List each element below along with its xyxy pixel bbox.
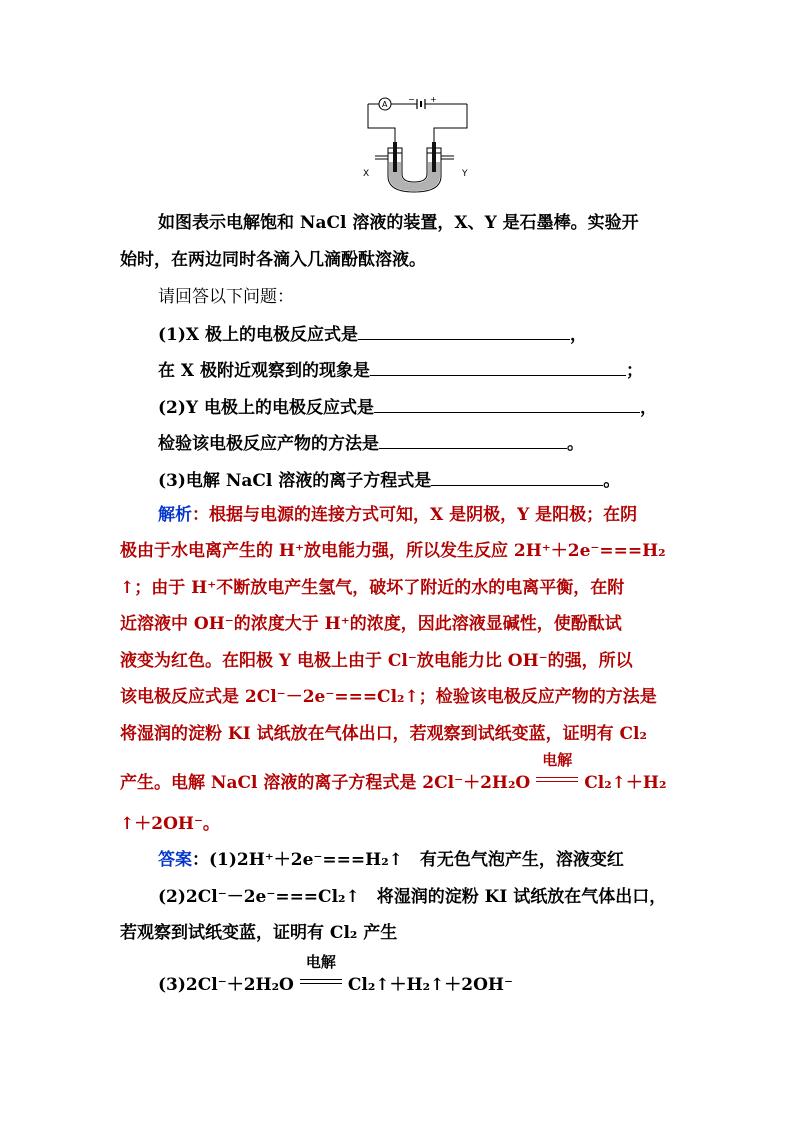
question-prompt: 请回答以下问题： <box>158 287 294 307</box>
question-2b-end: 。 <box>567 434 584 454</box>
answer-blank-1a[interactable] <box>358 323 570 340</box>
answer-blank-3[interactable] <box>431 469 603 486</box>
right-wire <box>434 104 467 150</box>
question-2b-text: 检验该电极反应产物的方法是 <box>158 434 379 454</box>
analysis-line-6: 该电极反应式是 2Cl⁻－2e⁻===Cl₂↑；检验该电极反应产物的方法是 <box>120 687 657 707</box>
ammeter-label: A <box>382 100 388 109</box>
answer-line-2: (2)2Cl⁻－2e⁻===Cl₂↑ 将湿润的淀粉 KI 试纸放在气体出口， <box>158 887 667 907</box>
analysis-line-5: 液变为红色。在阳极 Y 电极上由于 Cl⁻放电能力比 OH⁻的强，所以 <box>120 651 633 671</box>
question-1b-end: ； <box>626 361 644 381</box>
analysis-heading: 解析 <box>158 505 192 525</box>
analysis-equation-right: Cl₂↑＋H₂ <box>584 773 667 793</box>
answer-equation-right: Cl₂↑＋H₂↑＋2OH⁻ <box>347 975 513 995</box>
answer-equation-left: (3)2Cl⁻＋2H₂O <box>158 975 294 995</box>
analysis-line-1-text: ：根据与电源的连接方式可知，X 是阴极，Y 是阳极；在阴 <box>192 505 638 525</box>
label-y: Y <box>462 169 468 179</box>
question-2a-end: ， <box>639 398 657 418</box>
answer-heading: 答案 <box>158 850 192 870</box>
battery-minus: − <box>408 96 415 104</box>
battery-plus: + <box>430 96 437 104</box>
analysis-line-9: ↑＋2OH⁻。 <box>120 814 220 834</box>
electrolysis-condition-label: 电解 <box>305 953 336 971</box>
question-1a <box>158 323 587 345</box>
answer-blank-2a[interactable] <box>374 396 640 413</box>
question-3-end: 。 <box>603 471 621 491</box>
analysis-line-7: 将湿润的淀粉 KI 试纸放在气体出口，若观察到试纸变蓝，证明有 Cl₂ <box>120 724 647 744</box>
question-2a <box>158 396 657 418</box>
answer-blank-2b[interactable] <box>379 432 567 449</box>
electrolysis-condition-arrow <box>298 953 344 990</box>
question-1b <box>158 359 643 381</box>
u-tube-inner <box>402 152 427 182</box>
electrolysis-apparatus-figure <box>355 96 475 196</box>
analysis-line-2: 极由于水电离产生的 H⁺放电能力强，所以发生反应 2H⁺＋2e⁻===H₂ <box>120 541 666 561</box>
analysis-line-4: 近溶液中 OH⁻的浓度大于 H⁺的浓度，因此溶液显碱性，使酚酞试 <box>120 614 622 634</box>
answer-blank-1b[interactable] <box>370 359 626 376</box>
analysis-line-3: ↑；由于 H⁺不断放电产生氢气，破坏了附近的水的电离平衡，在附 <box>120 578 625 598</box>
question-2a-text: (2)Y 电极上的电极反应式是 <box>158 398 374 418</box>
electrode-y <box>432 142 436 172</box>
question-3-text: (3)电解 NaCl 溶液的离子方程式是 <box>158 471 432 491</box>
left-wire <box>368 104 395 150</box>
electrolysis-condition-label: 电解 <box>542 751 573 769</box>
question-1a-text: (1)X 极上的电极反应式是 <box>158 325 359 345</box>
question-intro-line-1: 如图表示电解饱和 NaCl 溶液的装置，X、Y 是石墨棒。实验开 <box>158 213 639 233</box>
question-3 <box>158 469 620 491</box>
answer-line-1 <box>158 850 624 870</box>
electrode-x <box>393 142 397 172</box>
analysis-line-1 <box>158 505 637 525</box>
answer-line-4 <box>158 953 513 995</box>
analysis-equation-left: 产生。电解 NaCl 溶液的离子方程式是 2Cl⁻＋2H₂O <box>120 773 531 793</box>
answer-line-1-text: ：(1)2H⁺＋2e⁻===H₂↑ 有无色气泡产生，溶液变红 <box>192 850 624 870</box>
question-2b <box>158 432 584 454</box>
question-1a-end: ， <box>570 325 588 345</box>
electrolysis-condition-arrow <box>534 751 580 788</box>
label-x: X <box>363 169 370 179</box>
answer-line-3: 若观察到试纸变蓝，证明有 Cl₂ 产生 <box>120 923 398 943</box>
analysis-line-8 <box>120 751 667 793</box>
question-1b-text: 在 X 极附近观察到的现象是 <box>158 361 371 381</box>
question-intro-line-2: 始时，在两边同时各滴入几滴酚酞溶液。 <box>120 250 426 270</box>
